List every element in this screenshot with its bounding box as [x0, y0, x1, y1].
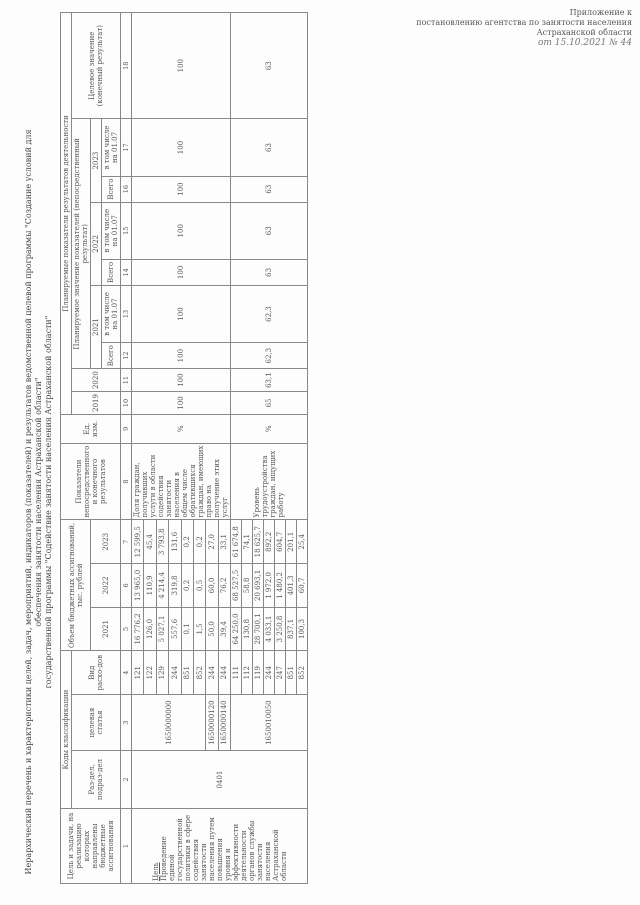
- colnum: 18: [121, 13, 132, 119]
- budget-2023-cell: 201,1: [286, 520, 297, 564]
- budget-2023-cell: 3 793,8: [156, 520, 168, 564]
- vr-cell: 122: [144, 651, 156, 695]
- budget-2021-cell: 3 250,8: [275, 607, 286, 651]
- budget-2022-cell: 1 480,2: [275, 564, 286, 608]
- incl-2023: в том числе на 01.07: [102, 119, 121, 176]
- indicator-value: 100: [132, 285, 231, 342]
- unit-cell: %: [132, 414, 231, 443]
- approval-line-2: постановлению агентства по занятости населения: [416, 18, 632, 27]
- budget-2021-cell: 837,1: [286, 607, 297, 651]
- csr-cell: 1650000000: [132, 695, 206, 751]
- colnum: 11: [121, 369, 132, 392]
- vr-cell: 244: [218, 651, 230, 695]
- indicator-value: 100: [132, 202, 231, 259]
- csr-cell: 1650000120: [206, 695, 218, 751]
- col-indicator-header: Показатели непосредственного и конечного результатов: [61, 443, 121, 520]
- total-2021: Всего: [102, 343, 121, 369]
- year-2019: 2019: [72, 392, 121, 415]
- indicator-value: 100: [132, 259, 231, 285]
- budget-2021-cell: 4 033,1: [264, 607, 275, 651]
- budget-2022-cell: 1 972,0: [264, 564, 275, 608]
- indicator-cell: Уровень трудоустройства граждан, ищущих работу: [231, 443, 308, 520]
- budget-2023-cell: 61 674,8: [231, 520, 242, 564]
- vr-cell: 244: [206, 651, 218, 695]
- colnum: 5: [121, 607, 132, 651]
- vr-cell: 851: [181, 651, 193, 695]
- year-2020: 2020: [72, 369, 121, 392]
- total-2023: Всего: [102, 176, 121, 202]
- budget-2023-cell: 0,2: [181, 520, 193, 564]
- budget-2023-cell: 0,2: [193, 520, 205, 564]
- budget-2023-cell: 892,2: [264, 520, 275, 564]
- budget-2023-cell: 74,1: [242, 520, 253, 564]
- budget-year-2021: 2021: [91, 607, 121, 651]
- colnum: 2: [121, 751, 132, 809]
- indicator-value: 63: [231, 176, 308, 202]
- colnum: 13: [121, 285, 132, 342]
- col-unit-header: Ед. изм.: [61, 414, 121, 443]
- vr-cell: 852: [193, 651, 205, 695]
- budget-2021-cell: 28 700,1: [253, 607, 264, 651]
- budget-2023-cell: 12 599,5: [132, 520, 144, 564]
- plan-year-2022: 2022: [91, 202, 102, 285]
- unit-cell: %: [231, 414, 308, 443]
- colnum: 16: [121, 176, 132, 202]
- budget-2022-cell: 0,2: [181, 564, 193, 608]
- table-row: [132, 13, 144, 884]
- vr-cell: 852: [297, 651, 308, 695]
- budget-2022-cell: 20 693,1: [253, 564, 264, 608]
- col-codes-header: Коды классификации: [61, 651, 72, 809]
- col-target-header: Целевое значение (конечный результат): [72, 13, 121, 119]
- vr-cell: 851: [286, 651, 297, 695]
- vr-cell: 119: [253, 651, 264, 695]
- budget-2022-cell: 319,8: [169, 564, 181, 608]
- budget-2021-cell: 50,0: [206, 607, 218, 651]
- goal-label: Цель: [151, 862, 160, 881]
- colnum: 8: [121, 443, 132, 520]
- indicator-value: 100: [132, 119, 231, 176]
- budget-2022-cell: 58,8: [242, 564, 253, 608]
- budget-2023-cell: 27,0: [206, 520, 218, 564]
- colnum: 10: [121, 392, 132, 415]
- colnum: 3: [121, 695, 132, 751]
- indicator-value: 63: [231, 119, 308, 176]
- vr-cell: 111: [231, 651, 242, 695]
- col-planned-header: Планируемые показатели результатов деятельности: [61, 13, 72, 415]
- colnum: 12: [121, 343, 132, 369]
- approval-line-4: от 15.10.2021 № 44: [537, 38, 632, 48]
- budget-2022-cell: 76,2: [218, 564, 230, 608]
- budget-2022-cell: 0,5: [193, 564, 205, 608]
- budget-2021-cell: 64 250,0: [231, 607, 242, 651]
- goal-cell: [132, 809, 308, 884]
- colnum: 14: [121, 259, 132, 285]
- budget-2023-cell: 25,4: [297, 520, 308, 564]
- colnum: 9: [121, 414, 132, 443]
- incl-2022: в том числе на 01.07: [102, 202, 121, 259]
- vr-cell: 121: [132, 651, 144, 695]
- approval-line-3: Астраханской области: [536, 28, 632, 37]
- budget-2023-cell: 131,6: [169, 520, 181, 564]
- colnum: 1: [121, 809, 132, 884]
- indicator-value: 63,1: [231, 369, 308, 392]
- incl-2021: в том числе на 01.07: [102, 285, 121, 342]
- csr-cell: 1650000140: [218, 695, 230, 751]
- indicators-table: [60, 12, 308, 884]
- plan-year-2021: 2021: [91, 285, 102, 368]
- colnum: 4: [121, 651, 132, 695]
- indicator-value: 65: [231, 392, 308, 415]
- budget-2021-cell: 16 776,2: [132, 607, 144, 651]
- rzpr-cell: 0401: [132, 751, 308, 809]
- vr-cell: 112: [242, 651, 253, 695]
- vr-cell: 247: [275, 651, 286, 695]
- colnum: 7: [121, 520, 132, 564]
- colnum: 6: [121, 564, 132, 608]
- vr-cell: 129: [156, 651, 168, 695]
- budget-2022-cell: 401,3: [286, 564, 297, 608]
- vr-cell: 244: [264, 651, 275, 695]
- colnum: 17: [121, 119, 132, 176]
- csr-cell: 1650010050: [231, 695, 308, 751]
- budget-2021-cell: 39,4: [218, 607, 230, 651]
- goal-text: Проведение единой государственной политики в сфере содействия занятости населения путем повышения уровня и эффективности деятельности органов службы занятости населения Астраханской области: [159, 814, 288, 881]
- colnum: 15: [121, 202, 132, 259]
- budget-2023-cell: 33,1: [218, 520, 230, 564]
- indicator-value: 100: [132, 13, 231, 119]
- indicator-value: 63: [231, 202, 308, 259]
- total-2022: Всего: [102, 259, 121, 285]
- budget-2023-cell: 18 625,7: [253, 520, 264, 564]
- title-line-2: государственной программы "Содействие занятости населения Астраханской области": [44, 315, 53, 689]
- budget-year-2022: 2022: [91, 564, 121, 608]
- col-rzpr-header: Раз-дел, подраз-дел: [72, 751, 121, 809]
- budget-2023-cell: 604,7: [275, 520, 286, 564]
- indicator-value: 62,3: [231, 343, 308, 369]
- title-line-1: Иерархический перечень и характеристики целей, задач, мероприятий, индикаторов (показателей) и результатов ведомственной целевой программы "Создание условий для обеспечения занятости населения Астраханской области": [24, 129, 43, 875]
- indicator-cell: Доля граждан, получивших услуги в области содействия занятости населения в общем числе обратившихся граждан, имеющих право на получение этих услуг: [132, 443, 231, 520]
- budget-2021-cell: 100,3: [297, 607, 308, 651]
- budget-2021-cell: 1,5: [193, 607, 205, 651]
- budget-2022-cell: 110,9: [144, 564, 156, 608]
- indicator-value: 100: [132, 392, 231, 415]
- indicator-value: 100: [132, 369, 231, 392]
- col-plan2-header: Планируемое значение показателей (непосредственный результат): [72, 119, 91, 369]
- indicator-value: 63: [231, 13, 308, 119]
- col-goal-header: Цель и задачи, на реализацию которых направлены бюджетные ассигнования: [61, 809, 121, 884]
- indicator-value: 63: [231, 259, 308, 285]
- budget-2021-cell: 126,0: [144, 607, 156, 651]
- rotated-table-area: [20, 12, 620, 892]
- table-body: [132, 13, 308, 884]
- budget-2022-cell: 60,7: [297, 564, 308, 608]
- vr-cell: 244: [169, 651, 181, 695]
- budget-2022-cell: 68 527,5: [231, 564, 242, 608]
- budget-2022-cell: 60,0: [206, 564, 218, 608]
- col-budget-header: Объем бюджетных ассигнований, тыс. рублей: [61, 520, 91, 651]
- col-vr-header: Вид расхо-дов: [72, 651, 121, 695]
- indicator-value: 62,3: [231, 285, 308, 342]
- col-csr-header: целевая статья: [72, 695, 121, 751]
- budget-2022-cell: 4 214,4: [156, 564, 168, 608]
- indicator-value: 100: [132, 343, 231, 369]
- budget-2021-cell: 5 027,1: [156, 607, 168, 651]
- budget-2023-cell: 45,4: [144, 520, 156, 564]
- budget-2021-cell: 557,6: [169, 607, 181, 651]
- budget-2021-cell: 0,1: [181, 607, 193, 651]
- budget-2022-cell: 13 965,0: [132, 564, 144, 608]
- indicator-value: 100: [132, 176, 231, 202]
- plan-year-2023: 2023: [91, 119, 102, 202]
- column-number-row: [121, 13, 132, 884]
- approval-line-1: Приложение к: [569, 8, 632, 17]
- budget-year-2023: 2023: [91, 520, 121, 564]
- document-title: [24, 122, 54, 882]
- budget-2021-cell: 130,8: [242, 607, 253, 651]
